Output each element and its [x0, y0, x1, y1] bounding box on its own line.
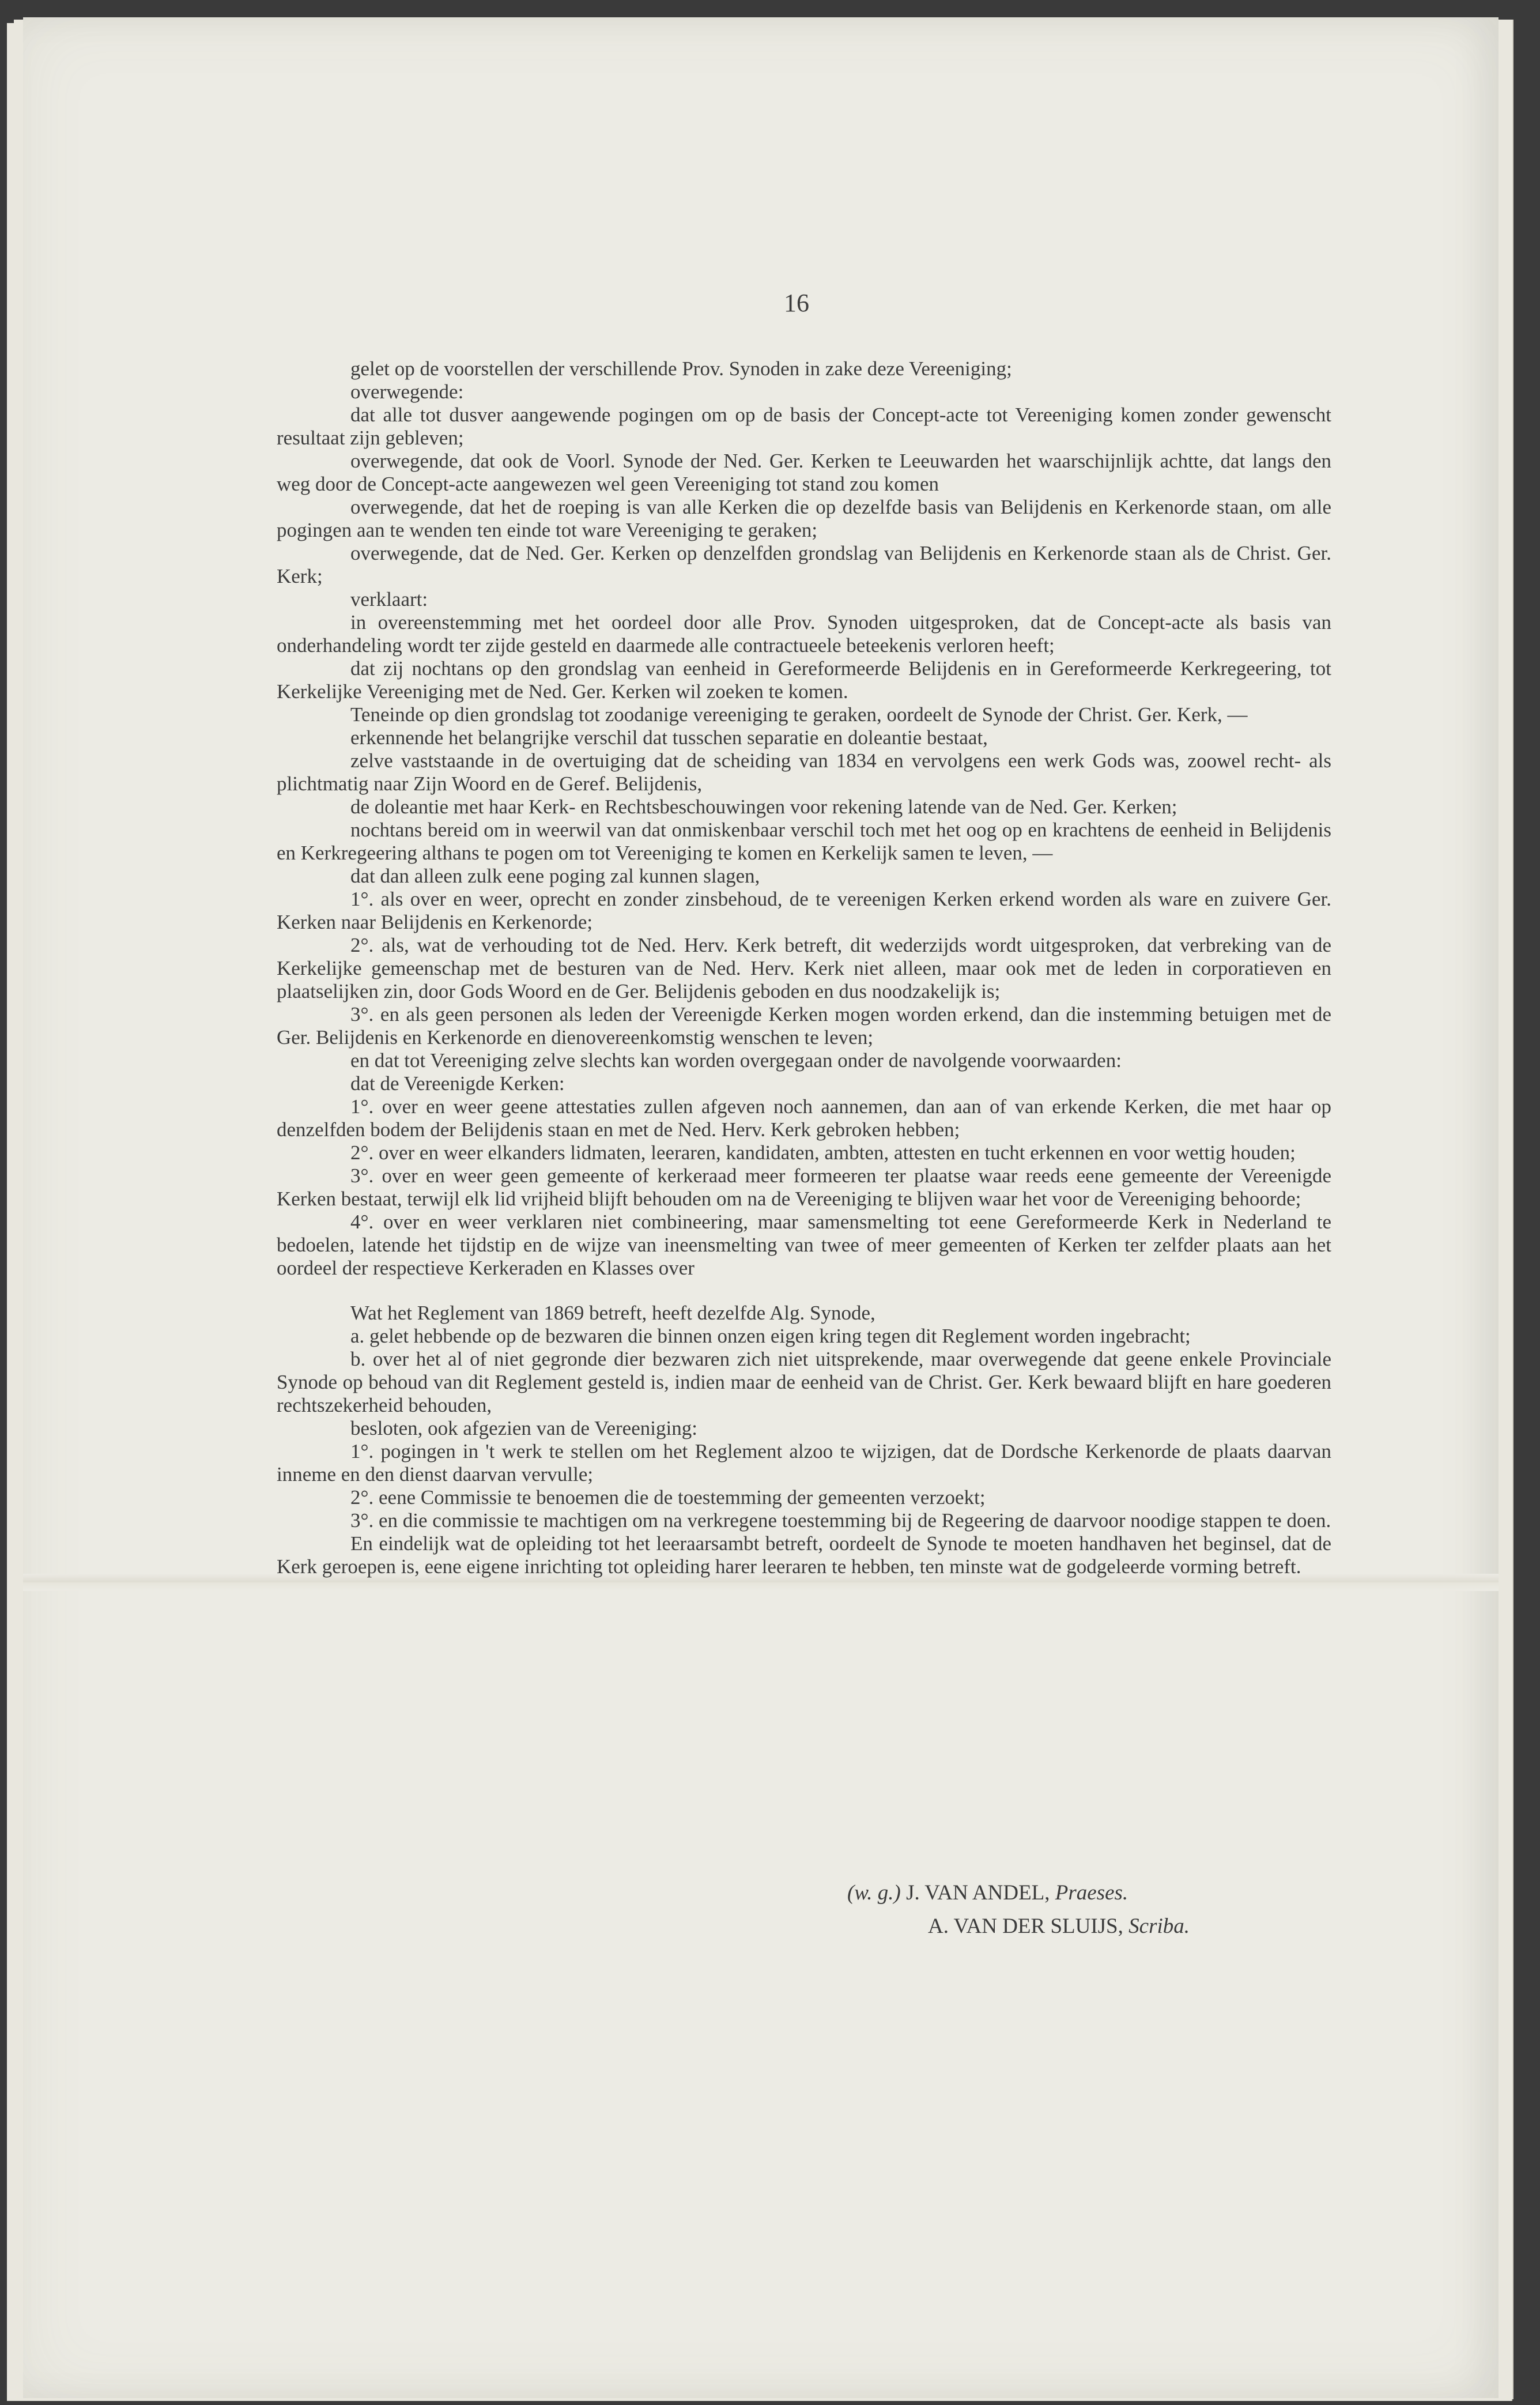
signature-praeses	[847, 1880, 1128, 1905]
paragraph: en dat tot Vereeniging zelve slechts kan worden overgegaan onder de navolgende voorwaarden:	[350, 1049, 1122, 1072]
paragraph: Teneinde op dien grondslag tot zoodanige vereeniging te geraken, oordeelt de Synode der Christ. Ger. Kerk, —	[350, 703, 1248, 726]
paragraph: b. over het al of niet gegronde dier bezwaren zich niet uitsprekende, maar overwegende dat geene enkele Provinciale Synode op behoud van dit Reglement gesteld is, indien maar de eenheid van de Christ. Ger. Kerk bewaard blijft en hare goederen rechtszekerheid behouden,	[277, 1348, 1331, 1416]
paragraph: a. gelet hebbende op de bezwaren die binnen onzen eigen kring tegen dit Reglement worden ingebracht;	[350, 1325, 1191, 1347]
paragraph: 3°. over en weer geen gemeente of kerkeraad meer formeeren ter plaatse waar reeds eene gemeente der Vereenigde Kerken bestaat, terwijl elk lid vrijheid blijft behouden om na de Vereeniging te blijven waar het voor de Vereeniging behoorde;	[277, 1164, 1331, 1210]
paragraph: dat zij nochtans op den grondslag van eenheid in Gereformeerde Belijdenis en in Gereformeerde Kerkregeering, tot Kerkelijke Vereeniging met de Ned. Ger. Kerken wil zoeken te komen.	[277, 657, 1331, 703]
paragraph: besloten, ook afgezien van de Vereeniging:	[350, 1417, 697, 1439]
paragraph: dat de Vereenigde Kerken:	[350, 1072, 565, 1095]
paragraph: En eindelijk wat de opleiding tot het leeraarsambt betreft, oordeelt de Synode te moeten handhaven het beginsel, dat de Kerk geroepen is, eene eigene inrichting tot opleiding harer leeraren te hebben, ten minste wat de godgeleerde vorming betreft.	[277, 1532, 1331, 1578]
paragraph: 4°. over en weer verklaren niet combineering, maar samensmelting tot eene Gereformeerde Kerk in Nederland te bedoelen, latende het tijdstip en de wijze van ineensmelting van twee of meer gemeenten of Kerken ter zelfder plaats aan het oordeel der respectieve Kerkeraden en Klasses over	[277, 1211, 1331, 1279]
paragraph: overwegende, dat het de roeping is van alle Kerken die op dezelfde basis van Belijdenis en Kerkenorde staan, om alle pogingen aan te wenden ten einde tot ware Vereeniging te geraken;	[277, 496, 1331, 541]
paragraph: 2°. over en weer elkanders lidmaten, leeraren, kandidaten, ambten, attesten en tucht erkennen en voor wettig houden;	[350, 1141, 1296, 1164]
paragraph: in overeenstemming met het oordeel door alle Prov. Synoden uitgesproken, dat de Concept-acte als basis van onderhandeling wordt ter zijde gesteld en daarmede alle contractueele beteekenis verloren heeft;	[277, 611, 1331, 657]
paragraph: erkennende het belangrijke verschil dat tusschen separatie en doleantie bestaat,	[350, 726, 988, 749]
signature-title: Scriba.	[1128, 1914, 1190, 1938]
paragraph: verklaart:	[350, 588, 428, 610]
paragraph: dat dan alleen zulk eene poging zal kunnen slagen,	[350, 865, 760, 887]
paragraph: overwegende, dat ook de Voorl. Synode der Ned. Ger. Kerken te Leeuwarden het waarschijnlijk achtte, dat langs den weg door de Concept-acte aangewezen wel geen Vereeniging tot stand zou komen	[277, 450, 1331, 495]
paragraph: nochtans bereid om in weerwil van dat onmiskenbaar verschil toch met het oog op en krachtens de eenheid in Belijdenis en Kerkregeering althans te pogen om tot Vereeniging te komen en Kerkelijk samen te leven, —	[277, 819, 1331, 864]
signature-scriba	[928, 1914, 1190, 1939]
paragraph: zelve vaststaande in de overtuiging dat de scheiding van 1834 en vervolgens een werk Gods was, zoowel recht- als plichtmatig naar Zijn Woord en de Geref. Belijdenis,	[277, 749, 1331, 795]
paragraph: Wat het Reglement van 1869 betreft, heeft dezelfde Alg. Synode,	[350, 1302, 875, 1324]
paragraph: overwegende, dat de Ned. Ger. Kerken op denzelfden grondslag van Belijdenis en Kerkenorde staan als de Christ. Ger. Kerk;	[277, 542, 1331, 587]
paragraph: 1°. over en weer geene attestaties zullen afgeven noch aannemen, dan aan of van erkende Kerken, die met haar op denzelfden bodem der Belijdenis staan en met de Ned. Herv. Kerk gebroken hebben;	[277, 1095, 1331, 1141]
paragraph: 3°. en als geen personen als leden der Vereenigde Kerken mogen worden erkend, dan die instemming betuigen met de Ger. Belijdenis en Kerkenorde en dienovereenkomstig wenschen te leven;	[277, 1003, 1331, 1049]
signature-title: Praeses.	[1055, 1881, 1128, 1905]
paragraph: gelet op de voorstellen der verschillende Prov. Synoden in zake deze Vereeniging;	[350, 357, 1012, 380]
paragraph: 1°. als over en weer, oprecht en zonder zinsbehoud, de te vereenigen Kerken erkend worden als ware en zuivere Ger. Kerken naar Belijdenis en Kerkenorde;	[277, 888, 1331, 933]
paragraph: 2°. eene Commissie te benoemen die de toestemming der gemeenten verzoekt;	[350, 1486, 986, 1509]
signature-name: J. VAN ANDEL,	[906, 1881, 1050, 1905]
signature-name: A. VAN DER SLUIJS,	[928, 1914, 1123, 1938]
paragraph: overwegende:	[350, 380, 464, 403]
paragraph: 1°. pogingen in 't werk te stellen om het Reglement alzoo te wijzigen, dat de Dordsche Kerkenorde de plaats daarvan inneme en den dienst daarvan vervulle;	[277, 1440, 1331, 1486]
paragraph: de doleantie met haar Kerk- en Rechtsbeschouwingen voor rekening latende van de Ned. Ger. Kerken;	[350, 796, 1177, 818]
page-number: 16	[784, 289, 809, 317]
paragraph: 2°. als, wat de verhouding tot de Ned. Herv. Kerk betreft, dit wederzijds wordt uitgesproken, dat verbreking van de Kerkelijke gemeenschap met de besturen van de Ned. Herv. Kerk niet alleen, maar ook met de leden in corporatieven en plaatselijken zin, door Gods Woord en de Ger. Belijdenis geboden en dus noodzakelijk is;	[277, 934, 1331, 1002]
paragraph: 3°. en die commissie te machtigen om na verkregene toestemming bij de Regeering de daarvoor noodige stappen te doen.	[350, 1509, 1331, 1532]
paragraph: dat alle tot dusver aangewende pogingen om op de basis der Concept-acte tot Vereeniging komen zonder gewenscht resultaat zijn gebleven;	[277, 404, 1331, 449]
signature-prefix: (w. g.)	[847, 1881, 901, 1905]
document-body	[277, 357, 1331, 1578]
